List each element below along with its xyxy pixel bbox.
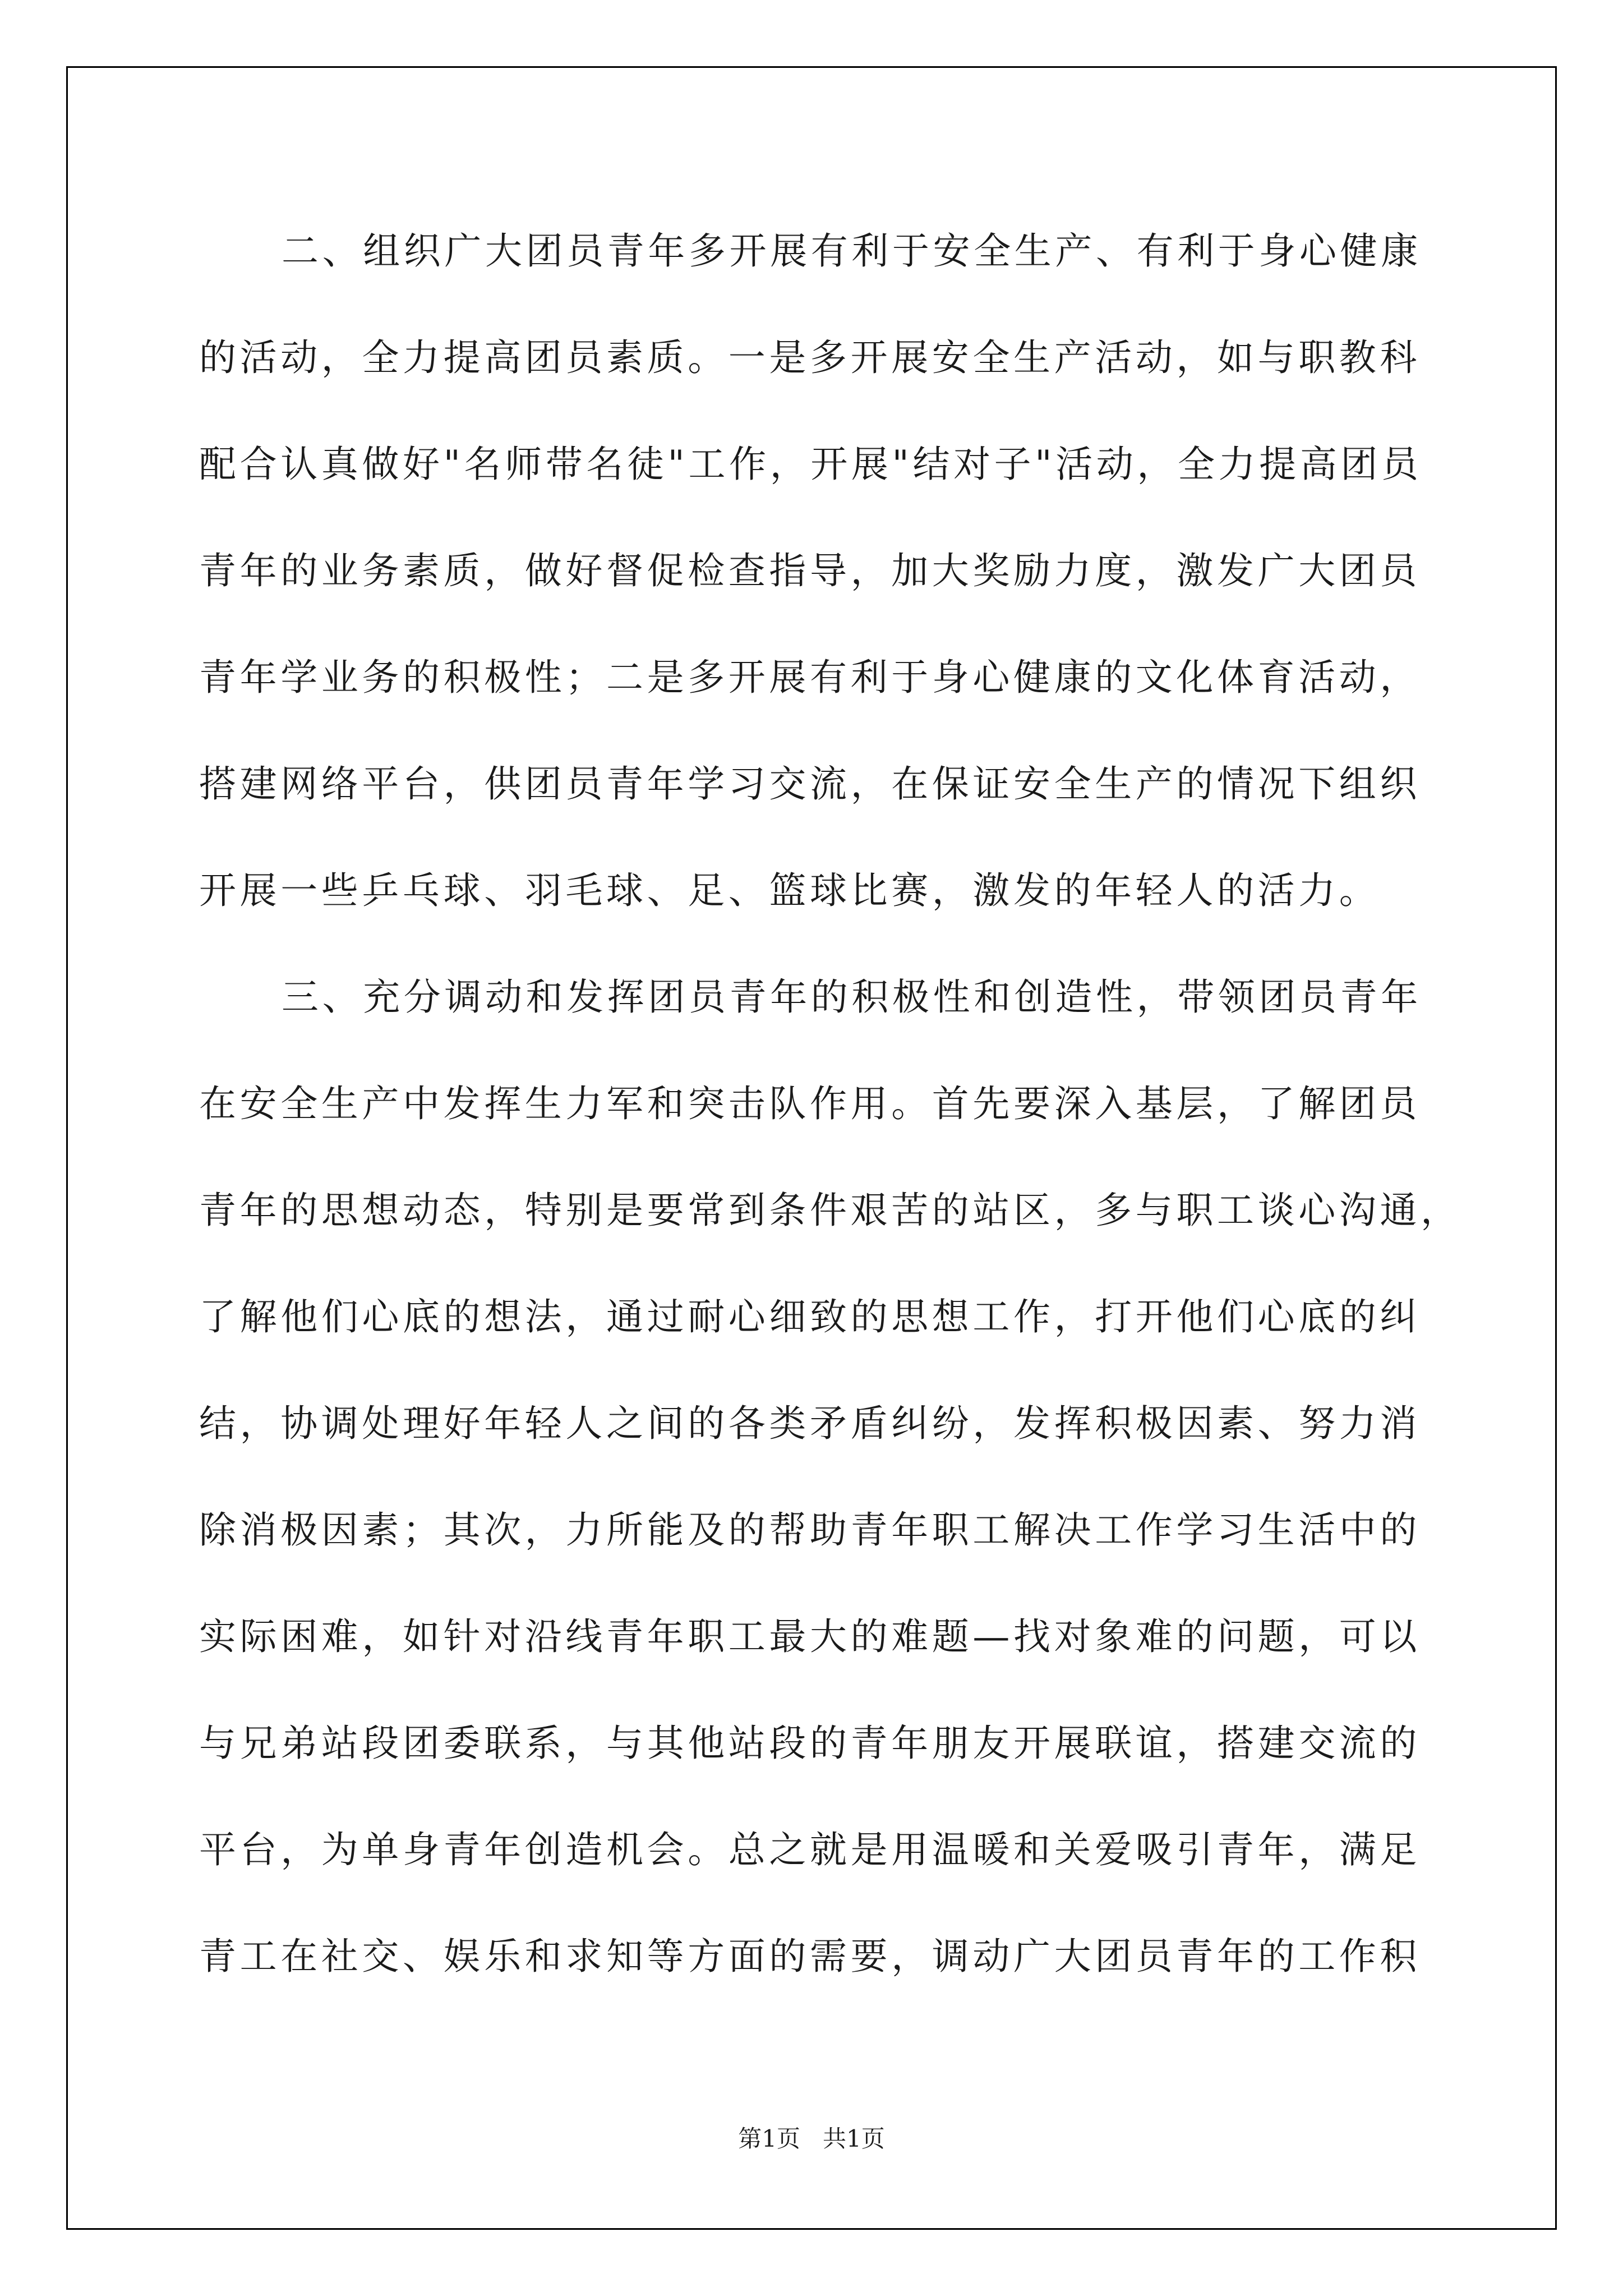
paragraph-2-line-7: 实际困难，如针对沿线青年职工最大的难题—找对象难的问题，可以 (199, 1615, 1421, 1658)
paragraph-2-line-9: 平台，为单身青年创造机会。总之就是用温暖和关爱吸引青年，满足 (199, 1828, 1421, 1871)
page-border (66, 66, 1557, 2230)
paragraph-2-line-5: 结，协调处理好年轻人之间的各类矛盾纠纷，发挥积极因素、努力消 (199, 1402, 1421, 1445)
paragraph-2-line-4: 了解他们心底的想法，通过耐心细致的思想工作，打开他们心底的纠 (199, 1295, 1421, 1338)
paragraph-2-line-6: 除消极因素；其次，力所能及的帮助青年职工解决工作学习生活中的 (199, 1508, 1421, 1552)
paragraph-1-line-4: 青年的业务素质，做好督促检查指导，加大奖励力度，激发广大团员 (199, 549, 1421, 592)
paragraph-1-line-3: 配合认真做好"名师带名徒"工作，开展"结对子"活动，全力提高团员 (199, 443, 1422, 486)
paragraph-1-line-6: 搭建网络平台，供团员青年学习交流，在保证安全生产的情况下组织 (199, 762, 1421, 806)
paragraph-1-line-7: 开展一些乒乓球、羽毛球、足、篮球比赛，激发的年轻人的活力。 (199, 869, 1380, 912)
paragraph-2-line-3: 青年的思想动态，特别是要常到条件艰苦的站区，多与职工谈心沟通， (199, 1189, 1461, 1232)
paragraph-1-line-2: 的活动，全力提高团员素质。一是多开展安全生产活动，如与职教科 (199, 336, 1421, 379)
paragraph-2-line-2: 在安全生产中发挥生力军和突击队作用。首先要深入基层，了解团员 (199, 1082, 1421, 1125)
paragraph-1-line-5: 青年学业务的积极性；二是多开展有利于身心健康的文化体育活动， (199, 656, 1421, 699)
page-number-footer: 第1页 共1页 (738, 2125, 885, 2152)
paragraph-1-line-1: 二、组织广大团员青年多开展有利于安全生产、有利于身心健康 (282, 229, 1422, 273)
paragraph-2-line-8: 与兄弟站段团委联系，与其他站段的青年朋友开展联谊，搭建交流的 (199, 1722, 1421, 1765)
paragraph-2-line-1: 三、充分调动和发挥团员青年的积极性和创造性，带领团员青年 (282, 976, 1422, 1019)
paragraph-2-line-10: 青工在社交、娱乐和求知等方面的需要，调动广大团员青年的工作积 (199, 1935, 1421, 1978)
